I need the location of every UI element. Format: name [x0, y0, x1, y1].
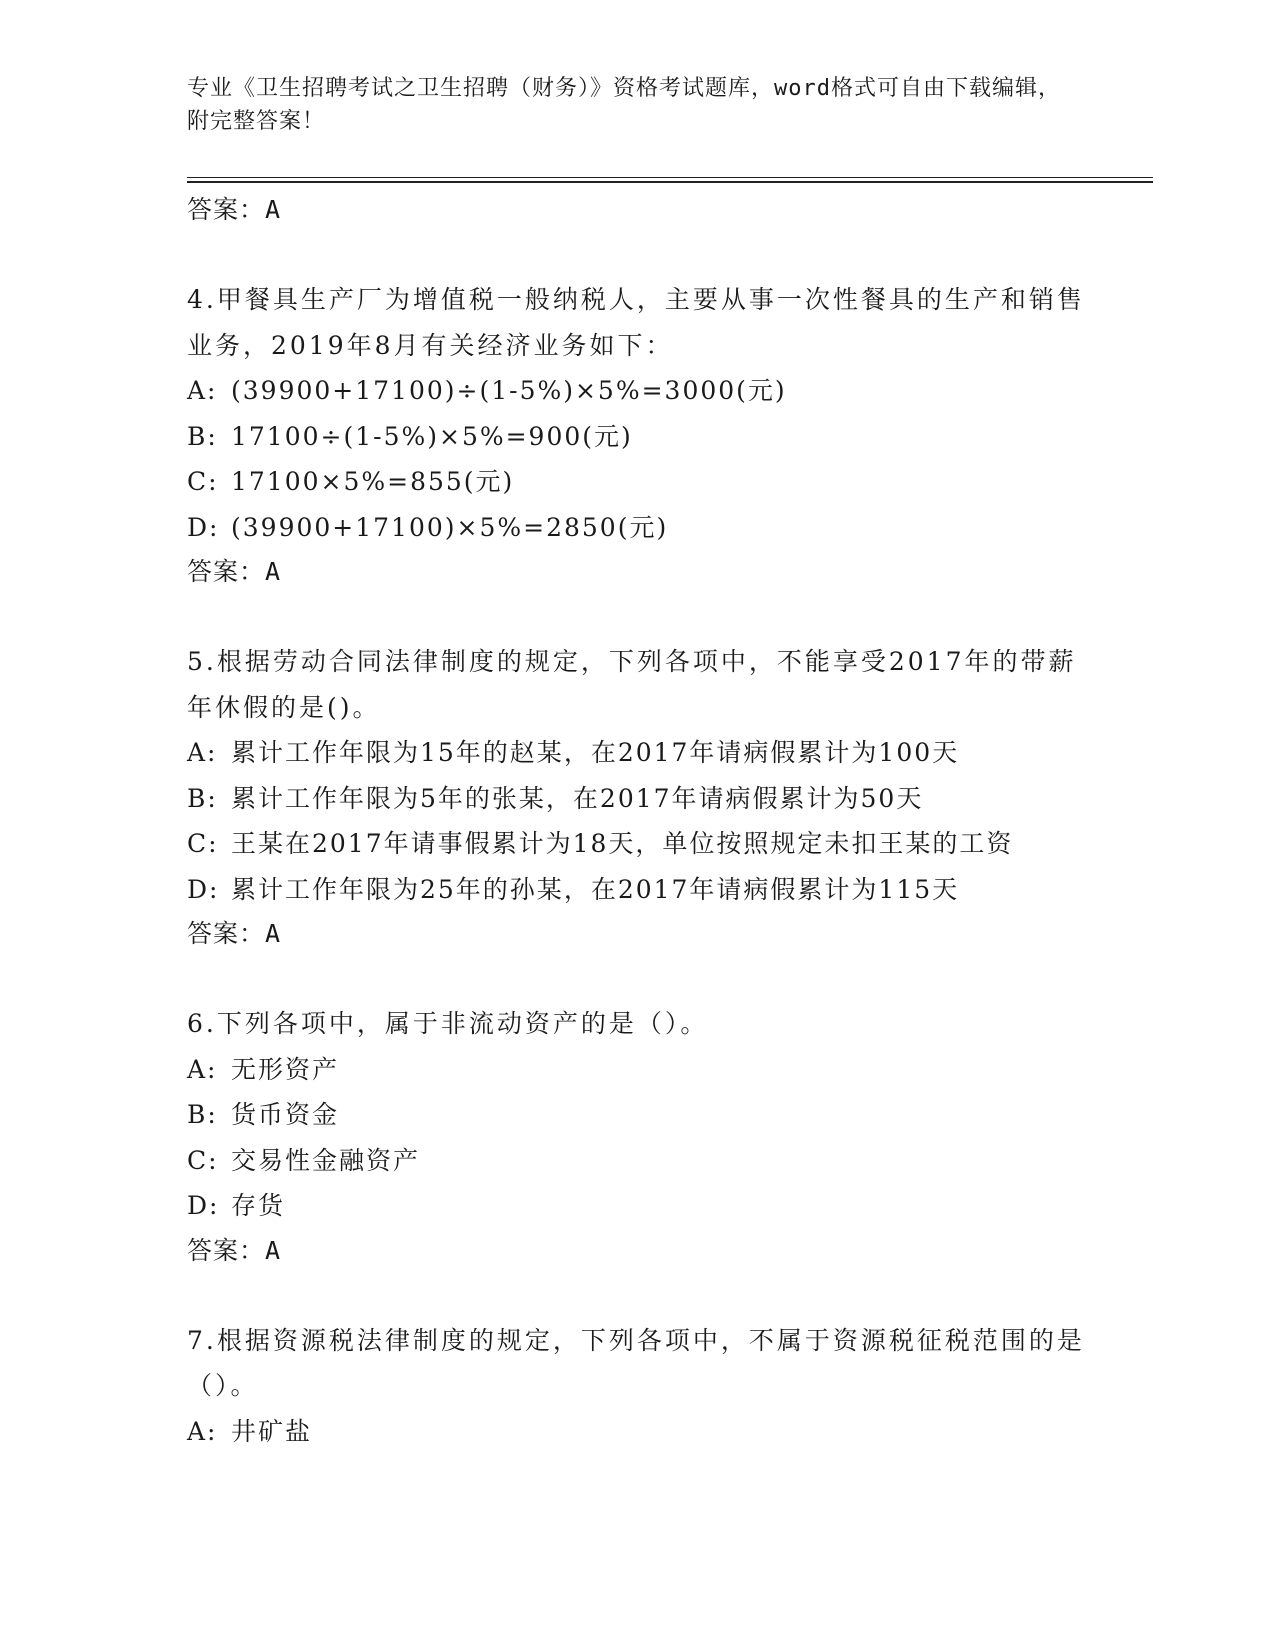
question-list [187, 188, 1087, 1454]
question-text: 6.下列各项中，属于非流动资产的是（）。 [187, 1009, 709, 1038]
answer-line: 答案：A [187, 1235, 282, 1265]
option-key: B: [187, 421, 218, 451]
answer-line: 答案：A [187, 919, 282, 948]
option-d [187, 505, 1087, 551]
section-gap [187, 594, 1087, 639]
question-4 [187, 277, 1087, 594]
question-text: 7.根据资源税法律制度的规定，下列各项中，不属于资源税征税范围的是（）。 [187, 1325, 1085, 1400]
question-6 [187, 1001, 1087, 1273]
section-gap [187, 956, 1087, 1001]
option-b [187, 1092, 1087, 1138]
answer-line: 答案：A [187, 557, 282, 586]
option-text: 17100×5%=855(元) [231, 467, 515, 496]
option-text: 王某在2017年请事假累计为18天，单位按照规定未扣王某的工资 [231, 829, 1014, 858]
option-key: C: [187, 467, 219, 496]
option-text: 货币资金 [231, 1100, 340, 1129]
option-key: D: [187, 874, 220, 904]
header-divider-thick [187, 181, 1153, 183]
option-d [187, 867, 1087, 913]
option-c [187, 1138, 1087, 1184]
option-c [187, 459, 1087, 505]
option-text: 存货 [231, 1191, 286, 1220]
question-text: 4.甲餐具生产厂为增值税一般纳税人，主要从事一次性餐具的生产和销售业务，2019年8月有关经济业务如下： [187, 285, 1085, 360]
option-text: (39900+17100)÷(1-5%)×5%=3000(元) [231, 376, 787, 405]
option-key: D: [187, 1191, 220, 1220]
option-key: D: [187, 512, 220, 542]
option-text: (39900+17100)×5%=2850(元) [231, 512, 669, 542]
option-key: B: [187, 783, 218, 813]
option-text: 交易性金融资产 [231, 1145, 421, 1175]
option-d [187, 1183, 1087, 1229]
option-text: 累计工作年限为25年的孙某，在2017年请病假累计为115天 [231, 874, 960, 904]
option-key: B: [187, 1100, 218, 1129]
option-text: 井矿盐 [231, 1416, 313, 1446]
section-gap [187, 232, 1087, 277]
section-gap [187, 1273, 1087, 1318]
option-key: C: [187, 829, 219, 858]
option-text: 累计工作年限为15年的赵某，在2017年请病假累计为100天 [231, 738, 960, 767]
option-key: A: [187, 738, 218, 767]
question-5 [187, 639, 1087, 956]
option-text: 17100÷(1-5%)×5%=900(元) [231, 421, 633, 451]
option-key: A: [187, 376, 218, 405]
option-b [187, 414, 1087, 460]
option-c [187, 821, 1087, 867]
option-text: 无形资产 [231, 1054, 340, 1084]
question-text: 5.根据劳动合同法律制度的规定，下列各项中，不能享受2017年的带薪年休假的是()。 [187, 647, 1077, 722]
document-header: 专业《卫生招聘考试之卫生招聘（财务）》资格考试题库，word格式可自由下载编辑，附完整答案！ [187, 76, 1061, 134]
option-key: A: [187, 1416, 218, 1446]
option-key: C: [187, 1145, 219, 1175]
answer-line: 答案：A [187, 195, 282, 224]
option-text: 累计工作年限为5年的张某，在2017年请病假累计为50天 [231, 783, 924, 813]
option-a [187, 730, 1087, 776]
question-7 [187, 1318, 1087, 1455]
option-b [187, 776, 1087, 822]
option-a [187, 368, 1087, 414]
header-divider-thin [187, 177, 1153, 178]
option-key: A: [187, 1054, 218, 1084]
option-a [187, 1047, 1087, 1093]
option-a [187, 1409, 1087, 1455]
